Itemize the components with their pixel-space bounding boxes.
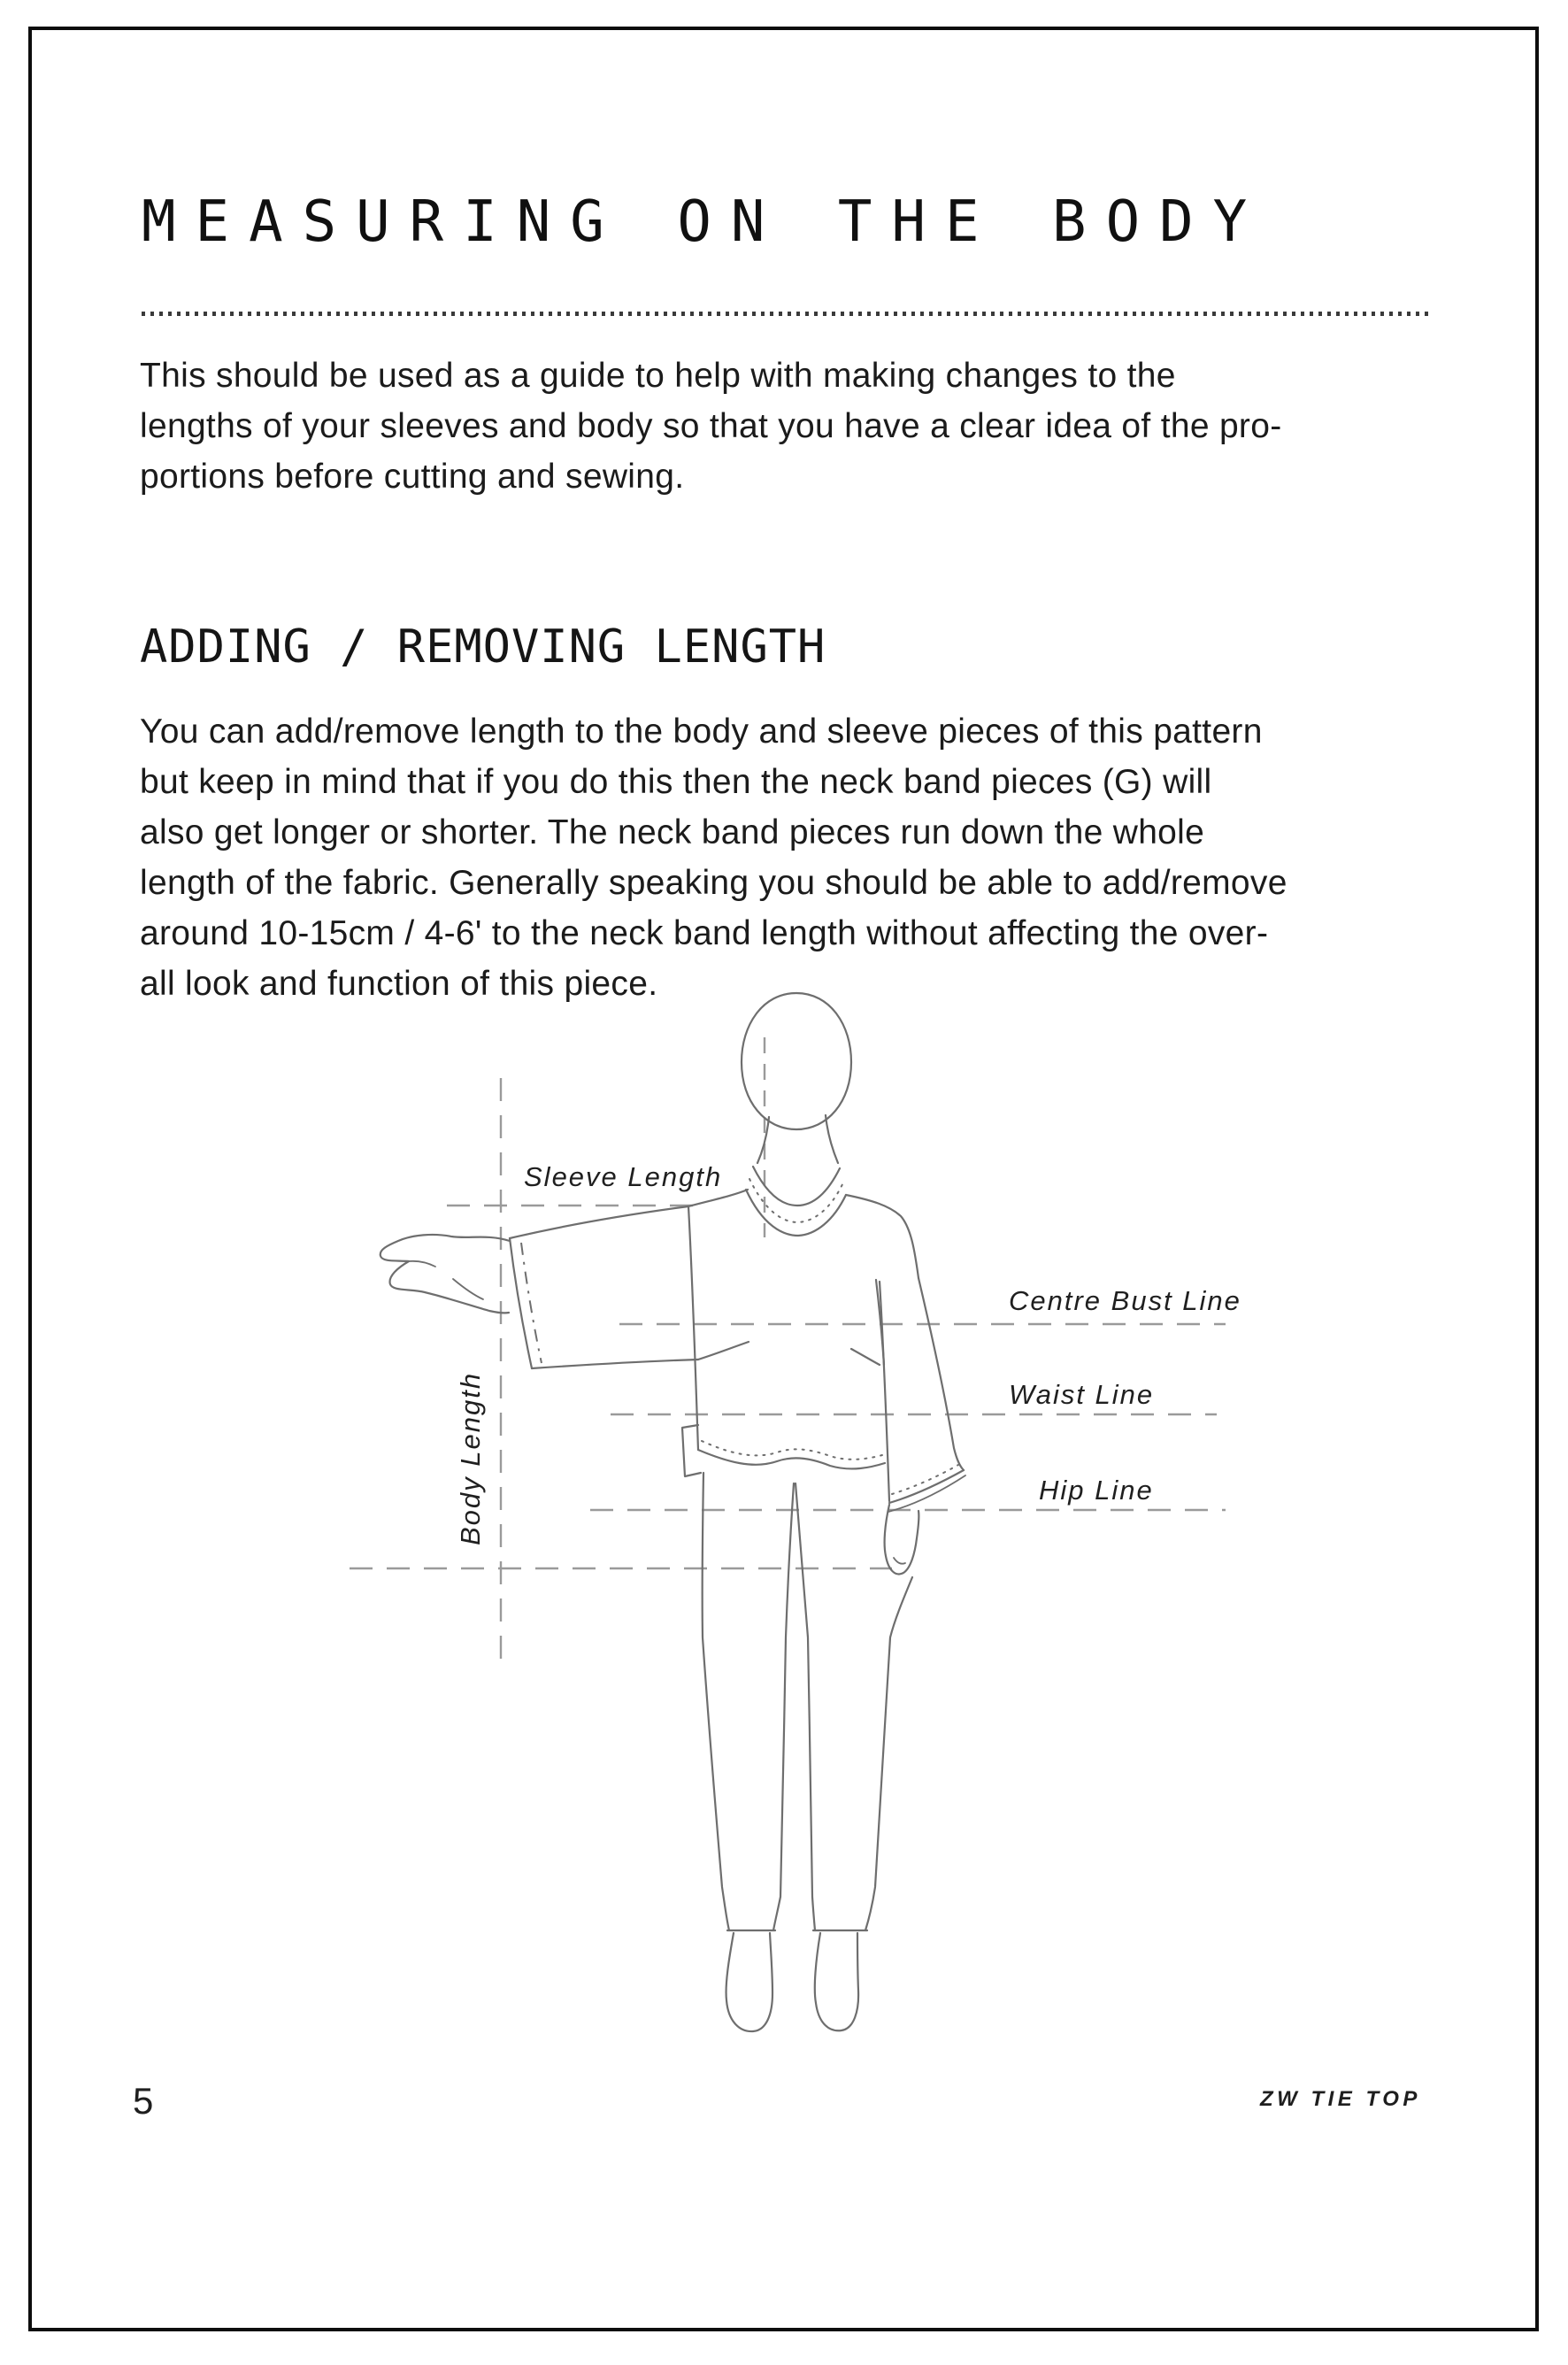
pant-right-inseam xyxy=(796,1483,815,1930)
left-hand xyxy=(380,1235,510,1313)
page-number: 5 xyxy=(133,2080,154,2122)
hanging-sleeve-hem-2 xyxy=(888,1475,965,1512)
sleeve-top-edge xyxy=(510,1206,688,1238)
armpit-crease-left xyxy=(698,1342,749,1360)
section-line: but keep in mind that if you do this then the neck band pieces (G) will xyxy=(140,763,1212,801)
cuff-edge xyxy=(510,1238,532,1368)
intro-line: This should be used as a guide to help with making changes to the xyxy=(140,357,1176,395)
footer-brand: ZW TIE TOP xyxy=(1260,2087,1421,2111)
top-hem-stitching xyxy=(702,1441,882,1460)
collar-top xyxy=(753,1167,840,1206)
right-foot xyxy=(815,1933,858,2030)
hanging-sleeve-outer xyxy=(919,1278,964,1470)
head xyxy=(742,993,851,1129)
body-length-label: Body Length xyxy=(455,1371,486,1545)
intro-line: lengths of your sleeves and body so that you have a clear idea of the pro- xyxy=(140,407,1282,445)
hip-line-label: Hip Line xyxy=(1039,1475,1154,1506)
neck-left xyxy=(757,1117,769,1163)
pant-left-inseam xyxy=(773,1483,794,1930)
sleeve-length-label: Sleeve Length xyxy=(524,1161,723,1192)
body-left-seam xyxy=(688,1206,698,1450)
sleeve-under-edge xyxy=(532,1360,698,1368)
left-thumb-crease xyxy=(453,1279,483,1299)
neck-right xyxy=(826,1115,838,1163)
centre-bust-line-label: Centre Bust Line xyxy=(1009,1285,1241,1316)
pant-right-outer xyxy=(865,1577,912,1930)
hanging-sleeve-inner xyxy=(880,1282,889,1501)
shoulder-right xyxy=(846,1195,919,1278)
section-line: also get longer or shorter. The neck band pieces run down the whole xyxy=(140,813,1205,851)
section-line: all look and function of this piece. xyxy=(140,965,658,1003)
section-heading: ADDING / REMOVING LENGTH xyxy=(140,620,826,674)
section-line: You can add/remove length to the body and sleeve pieces of this pattern xyxy=(140,713,1263,751)
waist-line-label: Waist Line xyxy=(1009,1379,1155,1410)
right-hand-finger-line xyxy=(894,1558,905,1564)
armpit-crease-right xyxy=(851,1349,880,1365)
section-line: length of the fabric. Generally speaking you should be able to add/remove xyxy=(140,864,1287,902)
collar-bottom xyxy=(746,1190,846,1236)
page-title: MEASURING ON THE BODY xyxy=(142,189,1267,255)
section-line: around 10-15cm / 4-6' to the neck band length without affecting the over- xyxy=(140,914,1269,952)
left-foot xyxy=(726,1933,772,2031)
intro-line: portions before cutting and sewing. xyxy=(140,458,685,496)
pant-left-outer xyxy=(703,1473,729,1930)
cuff-fold-line xyxy=(521,1243,542,1363)
left-hand-finger-line xyxy=(409,1261,435,1267)
